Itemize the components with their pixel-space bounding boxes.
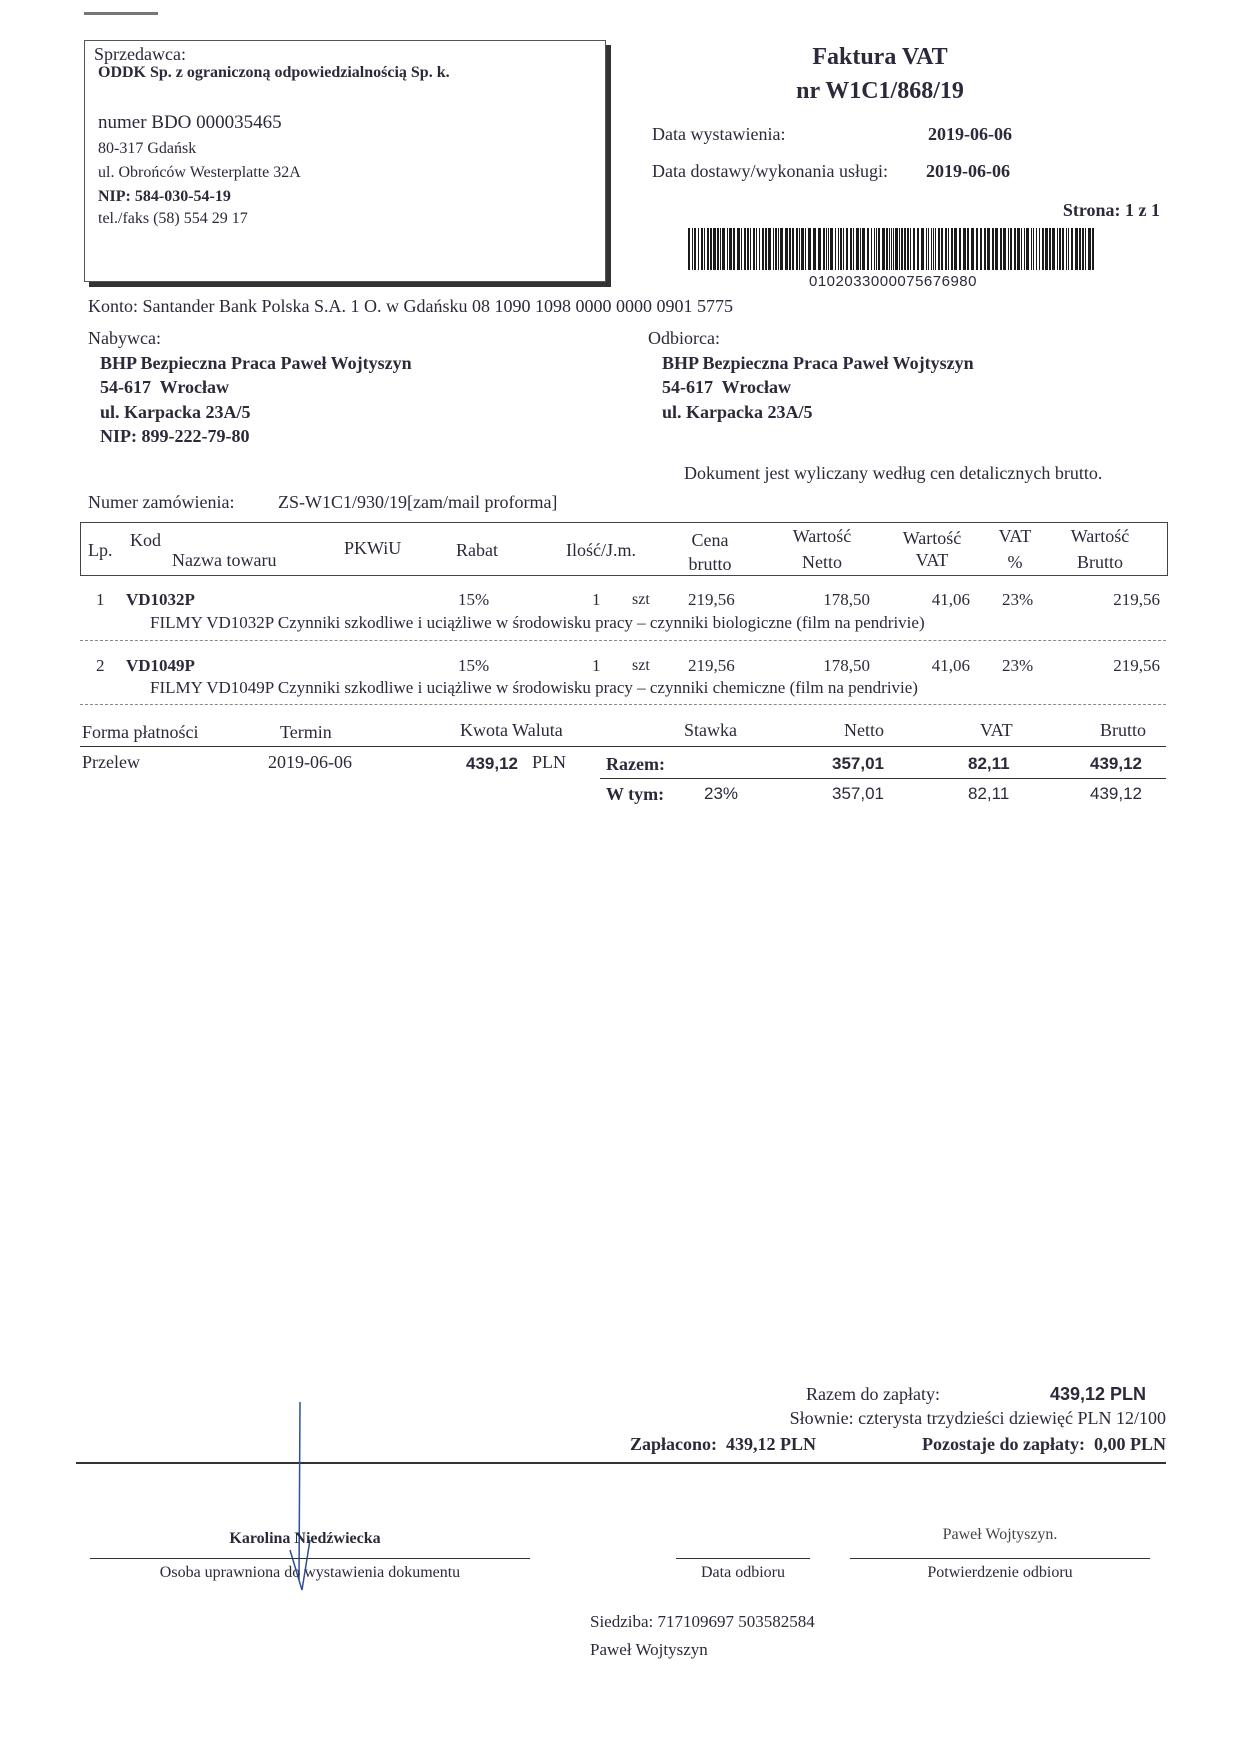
barcode-bar — [995, 228, 998, 270]
recipient-city: 54-617 Wrocław — [662, 377, 791, 397]
barcode-bar — [928, 228, 929, 270]
buyer-city: 54-617 Wrocław — [100, 377, 229, 397]
row-2-unit: szt — [632, 657, 650, 674]
row-2-netto: 178,50 — [823, 656, 870, 675]
payment-amount: 439,12 — [466, 754, 518, 773]
barcode-bar — [1021, 228, 1022, 270]
barcode-bar — [907, 228, 909, 270]
buyer-heading: Nabywca: — [88, 328, 161, 348]
col-netto-1: Wartość — [792, 526, 852, 546]
barcode-bar — [1059, 228, 1061, 270]
barcode-bar — [717, 228, 719, 270]
summary-total-label: Razem: — [606, 754, 665, 774]
row-2-discount: 15% — [458, 656, 490, 675]
barcode-bar — [1008, 228, 1009, 270]
barcode-bar — [959, 228, 961, 270]
barcode-bar — [1033, 228, 1034, 270]
barcode-bar — [698, 228, 699, 270]
barcode-bar — [843, 228, 844, 270]
seller-heading: Sprzedawca: — [94, 44, 186, 64]
barcode-bar — [1088, 228, 1091, 270]
barcode-bar — [948, 228, 949, 270]
barcode-bar — [899, 228, 900, 270]
summary-sub-vat: 82,11 — [968, 784, 1010, 803]
row-1-discount: 15% — [458, 590, 490, 609]
barcode-bar — [733, 228, 735, 270]
payment-method-label: Forma płatności — [82, 722, 199, 742]
payment-term-label: Termin — [280, 722, 332, 742]
barcode-bar — [1000, 228, 1002, 270]
row-1-divider — [80, 640, 1166, 641]
buyer-street: ul. Karpacka 23A/5 — [100, 402, 251, 422]
col-lp: Lp. — [88, 540, 113, 560]
invoice-number: nr W1C1/868/19 — [796, 78, 964, 104]
issuer-name: Karolina Niedźwiecka — [229, 1530, 381, 1547]
col-vat-rate-1: VAT — [998, 526, 1032, 546]
recipient-name: BHP Bezpieczna Praca Paweł Wojtyszyn — [662, 353, 974, 373]
barcode-bar — [980, 228, 982, 270]
col-vat-value-1: Wartość — [902, 528, 962, 548]
barcode-bar — [785, 228, 788, 270]
barcode-bar — [701, 228, 703, 270]
barcode-bar — [756, 228, 757, 270]
row-1-brutto: 219,56 — [1113, 590, 1160, 609]
summary-total-vat: 82,11 — [968, 754, 1010, 773]
issuer-signature-line — [90, 1558, 530, 1559]
footer-seat: Siedziba: 717109697 503582584 — [590, 1612, 815, 1631]
issuer-caption: Osoba uprawniona do wystawienia dokumentu — [159, 1564, 461, 1581]
barcode-bar — [874, 228, 875, 270]
barcode-bar — [893, 228, 894, 270]
barcode-bar — [938, 228, 940, 270]
barcode-bar — [707, 228, 709, 270]
receiver-caption: Potwierdzenie odbioru — [927, 1564, 1073, 1581]
row-2-code: VD1049P — [126, 656, 195, 675]
barcode — [688, 228, 1098, 270]
barcode-bar — [910, 228, 911, 270]
barcode-bar — [895, 228, 898, 270]
barcode-bar — [891, 228, 892, 270]
row-2-description: FILMY VD1049P Czynniki szkodliwe i uciążliwe w środowisku pracy – czynniki chemiczne (film na pendrivie) — [150, 678, 918, 697]
row-2-vat-rate: 23% — [1002, 656, 1034, 675]
col-brutto-1: Wartość — [1070, 526, 1130, 546]
barcode-bar — [775, 228, 777, 270]
barcode-bar — [850, 228, 852, 270]
barcode-bar — [1092, 228, 1094, 270]
totals-line — [76, 1462, 1166, 1464]
barcode-bar — [876, 228, 877, 270]
payment-term: 2019-06-06 — [268, 752, 352, 772]
row-1-price: 219,56 — [688, 590, 735, 609]
barcode-bar — [913, 228, 915, 270]
footer-person: Paweł Wojtyszyn — [590, 1640, 708, 1659]
barcode-bar — [954, 228, 957, 270]
barcode-bar — [762, 228, 764, 270]
barcode-bar — [987, 228, 990, 270]
barcode-bar — [1024, 228, 1025, 270]
barcode-bar — [931, 228, 932, 270]
recipient-heading: Odbiorca: — [648, 328, 720, 348]
barcode-bar — [941, 228, 943, 270]
barcode-bar — [692, 228, 693, 270]
barcode-bar — [704, 228, 705, 270]
barcode-bar — [835, 228, 836, 270]
payment-method: Przelew — [82, 752, 140, 772]
seller-phone: tel./faks (58) 554 29 17 — [98, 210, 248, 227]
barcode-bar — [826, 228, 827, 270]
row-2-qty: 1 — [592, 656, 601, 675]
barcode-bar — [713, 228, 716, 270]
barcode-bar — [951, 228, 953, 270]
to-pay-label: Razem do zapłaty: — [806, 1384, 940, 1404]
barcode-bar — [1026, 228, 1029, 270]
barcode-bar — [1079, 228, 1081, 270]
col-vat-rate-2: % — [1007, 552, 1023, 572]
col-netto-2: Netto — [802, 552, 842, 572]
payment-amount-label: Kwota Waluta — [460, 720, 563, 740]
summary-vat-label: VAT — [980, 720, 1013, 740]
summary-total-netto: 357,01 — [832, 754, 884, 773]
row-2-price: 219,56 — [688, 656, 735, 675]
barcode-bar — [688, 228, 690, 270]
barcode-bar — [838, 228, 839, 270]
barcode-bar — [737, 228, 740, 270]
summary-netto-label: Netto — [844, 720, 884, 740]
receiver-name: Paweł Wojtyszyn. — [942, 1526, 1058, 1543]
order-label: Numer zamówienia: — [88, 492, 235, 512]
barcode-bar — [1066, 228, 1067, 270]
barcode-bar — [828, 228, 829, 270]
summary-sub-label: W tym: — [606, 784, 665, 804]
summary-sub-rate: 23% — [704, 784, 739, 803]
barcode-bar — [1075, 228, 1078, 270]
barcode-bar — [1068, 228, 1069, 270]
barcode-bar — [789, 228, 791, 270]
barcode-bar — [765, 228, 767, 270]
bank-account: Konto: Santander Bank Polska S.A. 1 O. w Gdańsku 08 1090 1098 0000 0000 0901 5775 — [88, 296, 733, 316]
barcode-bar — [813, 228, 816, 270]
barcode-bar — [862, 228, 865, 270]
summary-sub-netto: 357,01 — [832, 784, 884, 803]
barcode-bar — [1052, 228, 1055, 270]
barcode-bar — [1039, 228, 1040, 270]
amount-in-words: Słownie: czterysta trzydzieści dziewięć PLN 12/100 — [789, 1408, 1166, 1428]
buyer-name: BHP Bezpieczna Praca Paweł Wojtyszyn — [100, 353, 412, 373]
row-1-unit: szt — [632, 591, 650, 608]
row-2-brutto: 219,56 — [1113, 656, 1160, 675]
issue-date: 2019-06-06 — [928, 124, 1012, 144]
barcode-bar — [753, 228, 755, 270]
row-1-description: FILMY VD1032P Czynniki szkodliwe i uciążliwe w środowisku pracy – czynniki biologiczne (film na pendrivie) — [150, 613, 925, 632]
barcode-bar — [878, 228, 880, 270]
barcode-bar — [818, 228, 821, 270]
invoice-title: Faktura VAT — [812, 44, 948, 70]
barcode-bar — [796, 228, 798, 270]
barcode-bar — [860, 228, 861, 270]
seller-bdo: numer BDO 000035465 — [98, 112, 282, 133]
receiver-signature-line — [850, 1558, 1150, 1559]
pricing-note: Dokument jest wyliczany według cen detalicznych brutto. — [684, 463, 1103, 483]
barcode-bar — [945, 228, 947, 270]
page-indicator: Strona: 1 z 1 — [1062, 200, 1160, 220]
barcode-bar — [846, 228, 848, 270]
top-mark — [84, 12, 158, 15]
barcode-bar — [921, 228, 924, 270]
col-brutto-2: Brutto — [1076, 552, 1123, 572]
barcode-bar — [750, 228, 751, 270]
date-signature-line — [676, 1558, 810, 1559]
col-cena-1: Cena — [691, 530, 729, 550]
barcode-bar — [856, 228, 859, 270]
col-pkwiu: PKWiU — [344, 538, 402, 558]
barcode-bar — [917, 228, 919, 270]
barcode-bar — [992, 228, 994, 270]
barcode-bar — [1082, 228, 1084, 270]
barcode-bar — [971, 228, 974, 270]
barcode-bar — [1057, 228, 1058, 270]
barcode-bar — [720, 228, 721, 270]
barcode-bar — [976, 228, 978, 270]
barcode-bar — [1017, 228, 1020, 270]
barcode-bar — [889, 228, 890, 270]
barcode-bar — [778, 228, 779, 270]
barcode-bar — [933, 228, 934, 270]
barcode-bar — [759, 228, 760, 270]
summary-brutto-label: Brutto — [1100, 720, 1147, 740]
barcode-number: 0102033000075676980 — [808, 273, 977, 290]
barcode-bar — [882, 228, 885, 270]
barcode-bar — [984, 228, 986, 270]
seller-nip: NIP: 584-030-54-19 — [98, 188, 231, 205]
barcode-bar — [768, 228, 771, 270]
row-2-divider — [80, 704, 1166, 705]
col-nazwa: Nazwa towaru — [172, 550, 277, 570]
barcode-bar — [1045, 228, 1048, 270]
barcode-bar — [1071, 228, 1073, 270]
summary-total-line — [600, 778, 1166, 779]
barcode-bar — [741, 228, 742, 270]
summary-rate-label: Stawka — [684, 720, 737, 740]
barcode-bar — [1010, 228, 1012, 270]
order-number: ZS-W1C1/930/19[zam/mail proforma] — [278, 492, 558, 512]
barcode-bar — [799, 228, 800, 270]
delivery-date: 2019-06-06 — [926, 161, 1010, 181]
barcode-bar — [710, 228, 712, 270]
col-cena-2: brutto — [688, 554, 732, 574]
seller-city: 80-317 Gdańsk — [98, 140, 197, 157]
barcode-bar — [1036, 228, 1037, 270]
barcode-bar — [1014, 228, 1016, 270]
col-kod: Kod — [130, 530, 161, 550]
barcode-bar — [867, 228, 869, 270]
col-rabat: Rabat — [456, 540, 498, 560]
barcode-bar — [1049, 228, 1051, 270]
row-1-vat-rate: 23% — [1002, 590, 1034, 609]
col-ilosc: Ilość/J.m. — [566, 540, 636, 560]
seller-name: ODDK Sp. z ograniczoną odpowiedzialnością Sp. k. — [98, 64, 450, 81]
barcode-bar — [729, 228, 732, 270]
barcode-bar — [747, 228, 749, 270]
row-2-lp: 2 — [96, 656, 105, 675]
barcode-bar — [1003, 228, 1006, 270]
barcode-bar — [792, 228, 794, 270]
buyer-nip: NIP: 899-222-79-80 — [100, 426, 250, 446]
to-pay-amount: 439,12 PLN — [1050, 1384, 1147, 1404]
recipient-street: ul. Karpacka 23A/5 — [662, 402, 813, 422]
row-1-code: VD1032P — [126, 590, 195, 609]
remaining-amount: Pozostaje do zapłaty: 0,00 PLN — [922, 1434, 1166, 1454]
barcode-bar — [1085, 228, 1086, 270]
barcode-bar — [963, 228, 966, 270]
barcode-bar — [823, 228, 825, 270]
barcode-bar — [694, 228, 696, 270]
row-2-vat: 41,06 — [931, 656, 970, 675]
barcode-bar — [840, 228, 842, 270]
seller-street: ul. Obrońców Westerplatte 32A — [98, 164, 301, 181]
row-1-vat: 41,06 — [931, 590, 970, 609]
barcode-bar — [901, 228, 903, 270]
summary-total-brutto: 439,12 — [1090, 754, 1142, 773]
row-1-qty: 1 — [592, 590, 601, 609]
barcode-bar — [926, 228, 927, 270]
barcode-bar — [904, 228, 906, 270]
barcode-bar — [886, 228, 888, 270]
row-1-lp: 1 — [96, 590, 105, 609]
barcode-bar — [722, 228, 725, 270]
col-vat-value-2: VAT — [915, 550, 949, 570]
barcode-bar — [935, 228, 936, 270]
summary-sub-brutto: 439,12 — [1090, 784, 1142, 803]
payment-currency: PLN — [532, 752, 567, 772]
barcode-bar — [773, 228, 774, 270]
barcode-bar — [727, 228, 728, 270]
barcode-bar — [830, 228, 833, 270]
barcode-bar — [801, 228, 804, 270]
date-caption: Data odbioru — [701, 1564, 785, 1581]
barcode-bar — [871, 228, 872, 270]
barcode-bar — [805, 228, 806, 270]
barcode-bar — [744, 228, 746, 270]
barcode-bar — [1062, 228, 1064, 270]
delivery-date-label: Data dostawy/wykonania usługi: — [652, 161, 888, 181]
barcode-bar — [780, 228, 783, 270]
barcode-bar — [853, 228, 854, 270]
barcode-bar — [1031, 228, 1032, 270]
issue-date-label: Data wystawienia: — [652, 124, 786, 144]
barcode-bar — [808, 228, 811, 270]
paid-amount: Zapłacono: 439,12 PLN — [630, 1434, 817, 1454]
payment-header-line — [80, 746, 1166, 747]
barcode-bar — [967, 228, 969, 270]
barcode-bar — [1042, 228, 1044, 270]
row-1-netto: 178,50 — [823, 590, 870, 609]
